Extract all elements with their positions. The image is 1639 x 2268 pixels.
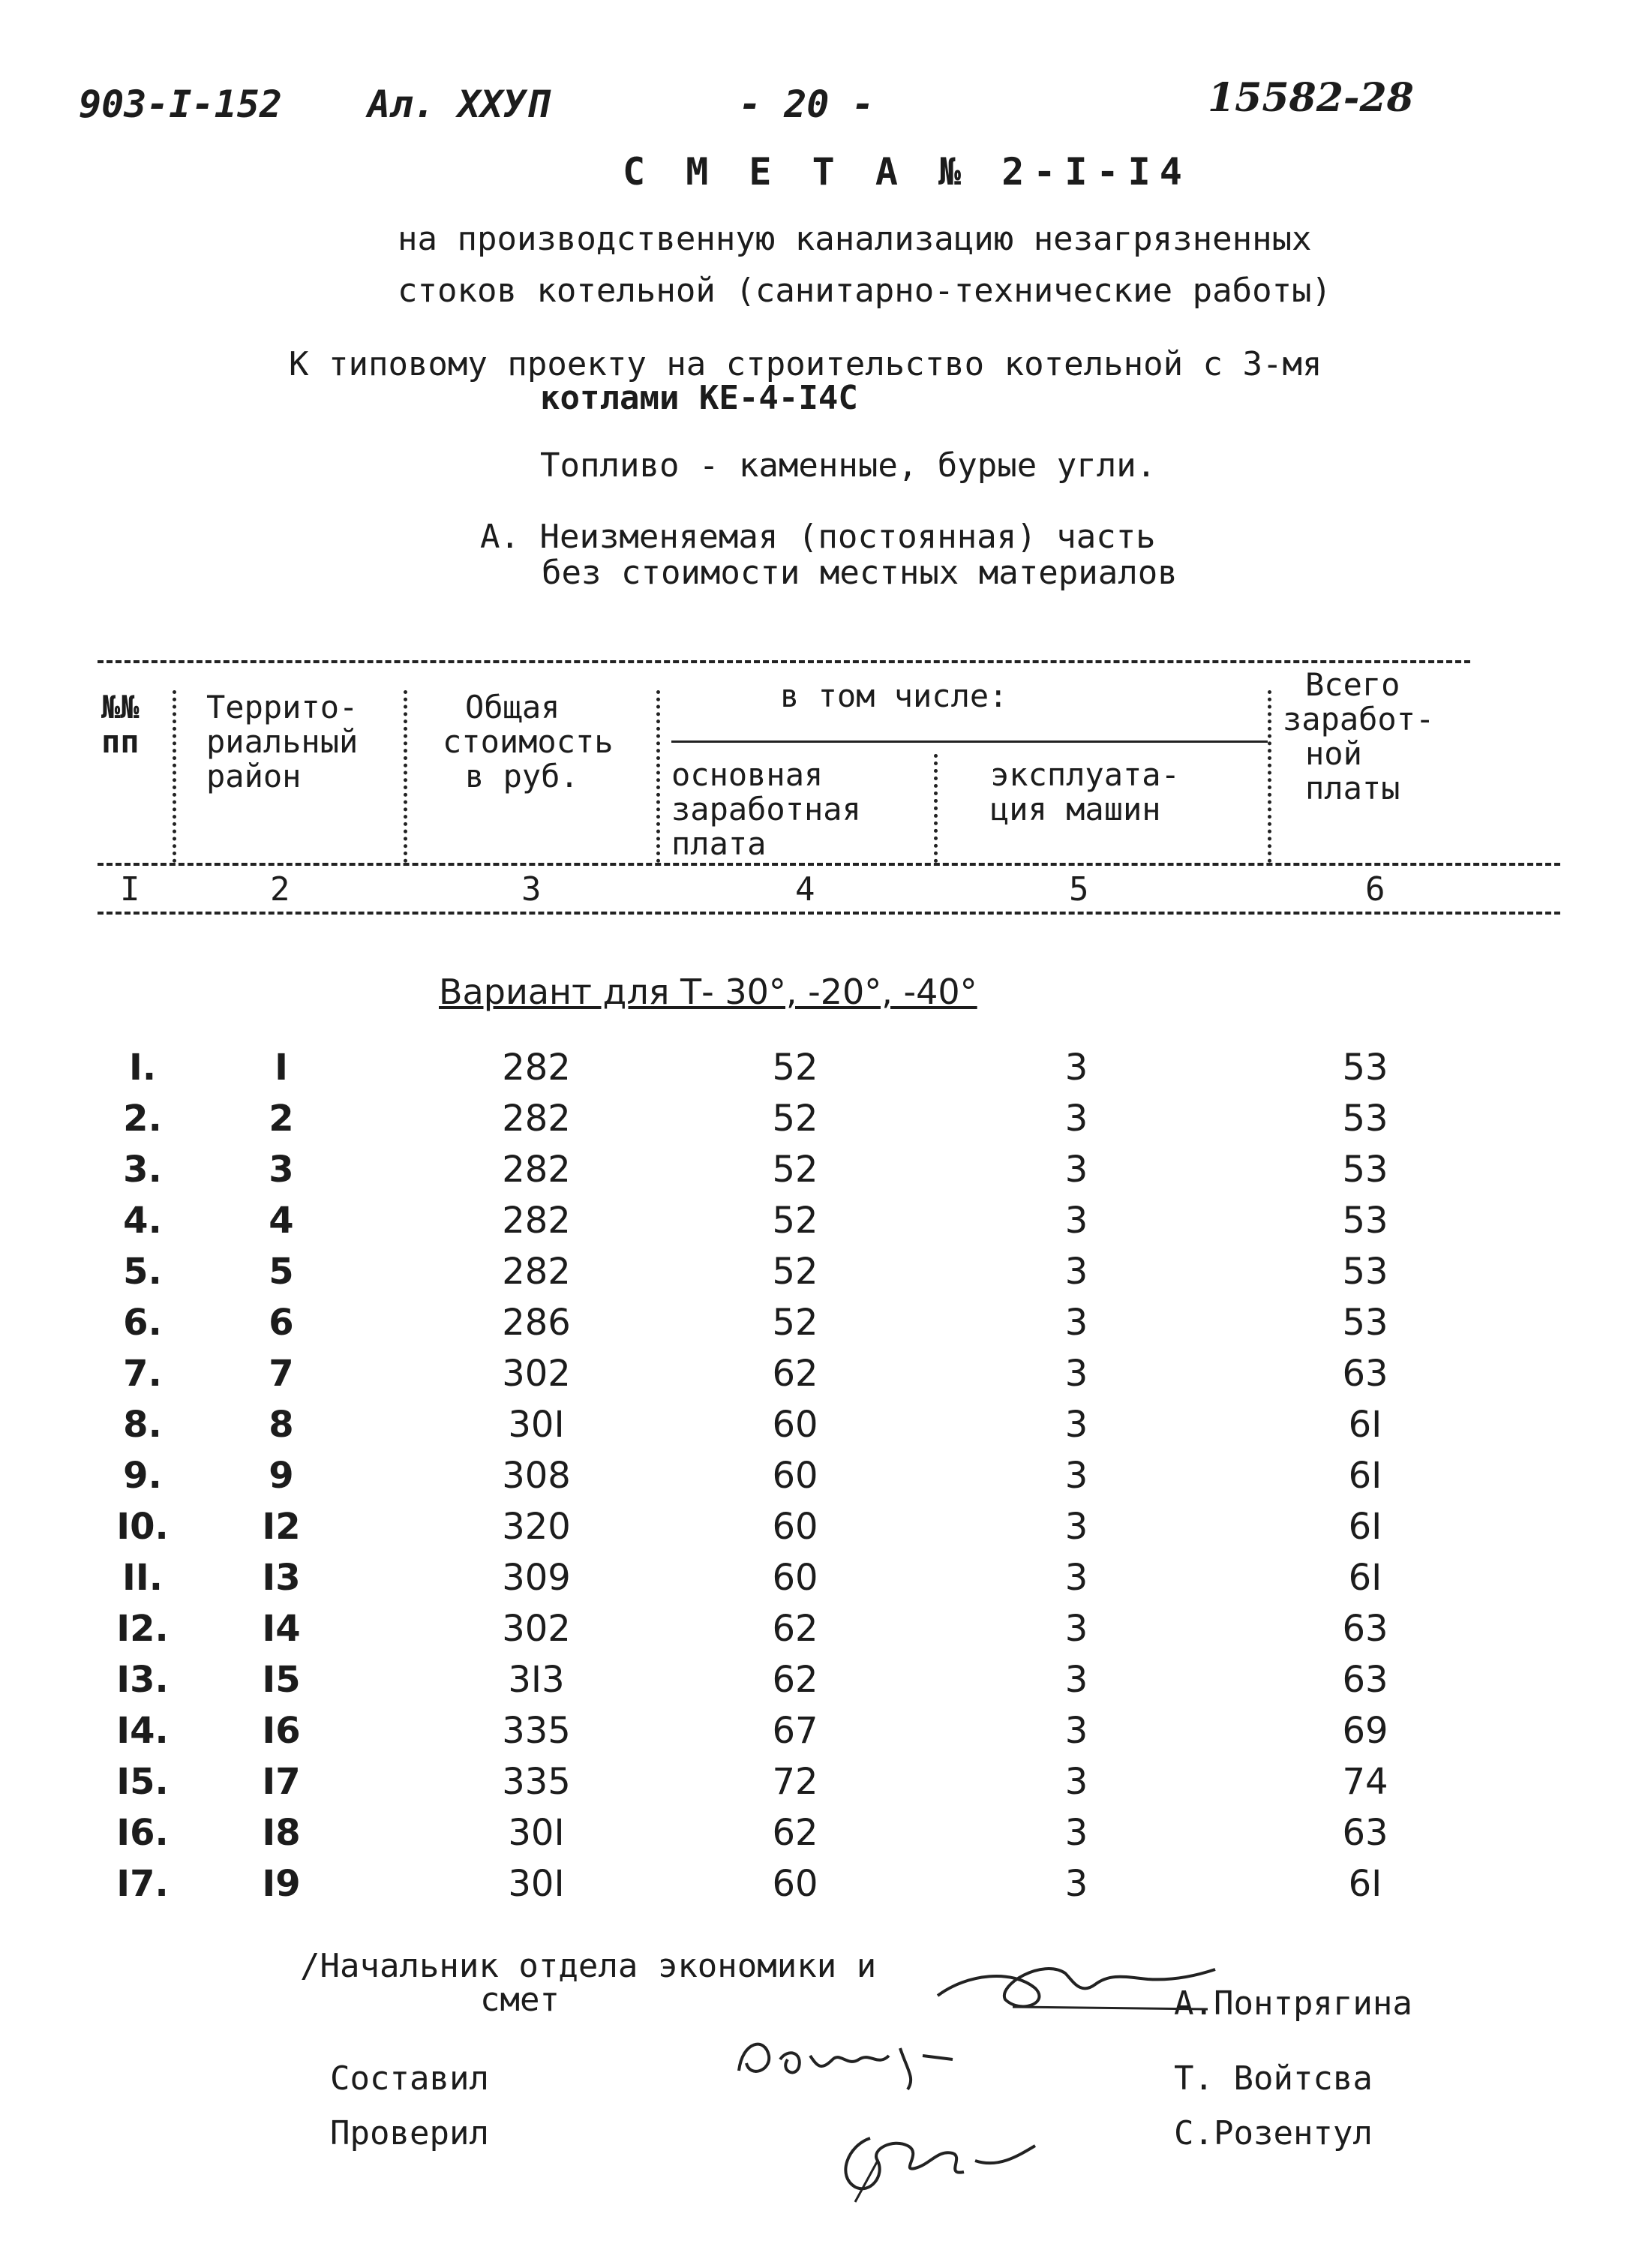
row-number: I7. <box>116 1863 169 1905</box>
header-including: в том числе: <box>780 677 1008 714</box>
row-district: I5 <box>262 1659 301 1701</box>
col-number-6: 6 <box>1365 870 1385 909</box>
row-total-cost: 282 <box>502 1098 571 1140</box>
row-basic-wages: 60 <box>772 1863 818 1905</box>
row-total-wages: 53 <box>1342 1302 1388 1344</box>
row-basic-wages: 60 <box>772 1404 818 1446</box>
row-machine-operation: 3 <box>1064 1047 1088 1089</box>
archive-number: 15582-28 <box>1208 75 1414 121</box>
col-number-3: 3 <box>521 870 542 909</box>
row-basic-wages: 67 <box>772 1710 818 1752</box>
row-total-wages: 6I <box>1348 1404 1382 1446</box>
row-number: I3. <box>116 1659 169 1701</box>
row-number: 8. <box>123 1404 162 1446</box>
col-separator-3 <box>656 690 660 863</box>
row-machine-operation: 3 <box>1064 1455 1088 1497</box>
row-district: 7 <box>269 1353 294 1395</box>
row-machine-operation: 3 <box>1064 1353 1088 1395</box>
row-basic-wages: 62 <box>772 1353 818 1395</box>
compiled-name: Т. Войтсва <box>1174 2059 1373 2098</box>
row-district: 8 <box>269 1404 294 1446</box>
header-bottom-border <box>98 863 1560 866</box>
row-number: 9. <box>123 1455 162 1497</box>
row-number: II. <box>122 1557 163 1599</box>
row-basic-wages: 60 <box>772 1557 818 1599</box>
row-total-cost: 320 <box>502 1506 571 1548</box>
row-machine-operation: 3 <box>1064 1404 1088 1446</box>
checked-signature <box>825 2108 1065 2206</box>
row-total-cost: 30I <box>508 1863 565 1905</box>
row-machine-operation: 3 <box>1064 1200 1088 1242</box>
row-number: 6. <box>123 1302 162 1344</box>
row-district: 6 <box>269 1302 294 1344</box>
head-title-line-1: /Начальник отдела экономики и <box>300 1947 877 1985</box>
row-total-cost: 282 <box>502 1149 571 1191</box>
row-number: I0. <box>116 1506 169 1548</box>
document-code: 903-I-152 <box>79 83 282 126</box>
row-total-wages: 63 <box>1342 1812 1388 1854</box>
row-number: 4. <box>123 1200 162 1242</box>
row-total-wages: 74 <box>1342 1761 1388 1803</box>
row-total-cost: 335 <box>502 1710 571 1752</box>
row-total-wages: 53 <box>1342 1200 1388 1242</box>
row-total-cost: 30I <box>508 1812 565 1854</box>
row-basic-wages: 52 <box>772 1149 818 1191</box>
row-basic-wages: 52 <box>772 1200 818 1242</box>
row-district: I <box>275 1047 288 1089</box>
row-number: 5. <box>123 1251 162 1293</box>
row-total-wages: 53 <box>1342 1047 1388 1089</box>
header-territorial-district: Террито- риальный район <box>206 689 359 795</box>
compiled-label: Составил <box>330 2059 489 2098</box>
row-total-wages: 6I <box>1348 1506 1382 1548</box>
row-basic-wages: 72 <box>772 1761 818 1803</box>
col-number-1: I <box>120 870 140 909</box>
row-total-cost: 302 <box>502 1353 571 1395</box>
row-basic-wages: 52 <box>772 1251 818 1293</box>
project-line-1: К типовому проекту на строительство котельной с 3-мя <box>289 345 1322 383</box>
row-basic-wages: 62 <box>772 1659 818 1701</box>
row-total-wages: 53 <box>1342 1251 1388 1293</box>
row-district: 3 <box>269 1149 294 1191</box>
row-basic-wages: 52 <box>772 1098 818 1140</box>
row-total-wages: 53 <box>1342 1149 1388 1191</box>
header-machine-operation: эксплуата- ция машин <box>990 756 1180 828</box>
row-district: 5 <box>269 1251 294 1293</box>
row-number: I2. <box>116 1608 169 1650</box>
col-separator-4 <box>934 754 938 863</box>
row-number: I6. <box>116 1812 169 1854</box>
row-machine-operation: 3 <box>1064 1608 1088 1650</box>
variant-caption: Вариант для Т- 30°, -20°, -40° <box>439 972 977 1012</box>
row-district: I3 <box>262 1557 301 1599</box>
row-district: 2 <box>269 1098 294 1140</box>
incl-divider-line <box>671 740 1268 743</box>
row-machine-operation: 3 <box>1064 1659 1088 1701</box>
row-total-cost: 3I3 <box>508 1659 565 1701</box>
row-total-wages: 69 <box>1342 1710 1388 1752</box>
header-total-cost: Общая стоимость в руб. <box>443 689 614 795</box>
row-district: 9 <box>269 1455 294 1497</box>
subtitle-line-1: на производственную канализацию незагрязненных <box>398 220 1312 258</box>
header-total-wages: Всего заработ- ной платы <box>1283 666 1435 807</box>
row-machine-operation: 3 <box>1064 1251 1088 1293</box>
row-basic-wages: 62 <box>772 1812 818 1854</box>
row-machine-operation: 3 <box>1064 1710 1088 1752</box>
row-total-cost: 282 <box>502 1200 571 1242</box>
row-machine-operation: 3 <box>1064 1506 1088 1548</box>
head-title-line-2: смет <box>480 1981 560 2019</box>
row-basic-wages: 52 <box>772 1302 818 1344</box>
row-machine-operation: 3 <box>1064 1302 1088 1344</box>
row-number: I5. <box>116 1761 169 1803</box>
row-basic-wages: 62 <box>772 1608 818 1650</box>
row-district: I8 <box>262 1812 301 1854</box>
row-district: 4 <box>269 1200 294 1242</box>
row-number: I4. <box>116 1710 169 1752</box>
row-machine-operation: 3 <box>1064 1812 1088 1854</box>
head-signature <box>923 1943 1223 2026</box>
row-total-cost: 282 <box>502 1047 571 1089</box>
row-total-wages: 53 <box>1342 1098 1388 1140</box>
col-number-4: 4 <box>795 870 815 909</box>
row-total-cost: 335 <box>502 1761 571 1803</box>
row-machine-operation: 3 <box>1064 1557 1088 1599</box>
row-total-wages: 6I <box>1348 1557 1382 1599</box>
row-total-wages: 63 <box>1342 1659 1388 1701</box>
row-number: I. <box>128 1047 157 1089</box>
row-district: I7 <box>262 1761 301 1803</box>
table-top-border <box>98 660 1470 663</box>
part-a-line-1: А. Неизменяемая (постоянная) часть <box>480 518 1156 556</box>
row-district: I4 <box>262 1608 301 1650</box>
subtitle-line-2: стоков котельной (санитарно-технические работы) <box>398 272 1332 310</box>
col-separator-1 <box>173 690 176 863</box>
row-basic-wages: 60 <box>772 1455 818 1497</box>
row-basic-wages: 60 <box>772 1506 818 1548</box>
row-total-cost: 308 <box>502 1455 571 1497</box>
estimate-title: С М Е Т А № 2-I-I4 <box>623 150 1191 194</box>
row-machine-operation: 3 <box>1064 1761 1088 1803</box>
row-total-cost: 282 <box>502 1251 571 1293</box>
row-total-wages: 63 <box>1342 1608 1388 1650</box>
row-district: I2 <box>262 1506 301 1548</box>
header-number: №№ пп <box>101 689 140 760</box>
row-district: I9 <box>262 1863 301 1905</box>
album-number: Ал. XXУП <box>368 83 548 126</box>
compiled-signature <box>728 2026 983 2093</box>
page-number: - 20 - <box>739 83 875 126</box>
col-separator-2 <box>404 690 407 863</box>
header-basic-wages: основная заработная плата <box>671 756 861 862</box>
row-number: 3. <box>123 1149 162 1191</box>
row-machine-operation: 3 <box>1064 1149 1088 1191</box>
row-total-wages: 6I <box>1348 1863 1382 1905</box>
row-total-wages: 6I <box>1348 1455 1382 1497</box>
row-basic-wages: 52 <box>772 1047 818 1089</box>
row-number: 7. <box>123 1353 162 1395</box>
head-name: А.Понтрягина <box>1174 1984 1412 2023</box>
col-number-2: 2 <box>270 870 290 909</box>
fuel-line: Топливо - каменные, бурые угли. <box>540 446 1157 485</box>
checked-name: С.Розентул <box>1174 2114 1373 2152</box>
checked-label: Проверил <box>330 2114 489 2152</box>
col-separator-5 <box>1268 690 1271 863</box>
row-total-cost: 30I <box>508 1404 565 1446</box>
column-numbers-border <box>98 912 1560 915</box>
col-number-5: 5 <box>1069 870 1089 909</box>
row-total-cost: 302 <box>502 1608 571 1650</box>
project-line-2: котлами КЕ-4-I4С <box>540 379 858 417</box>
row-machine-operation: 3 <box>1064 1098 1088 1140</box>
row-district: I6 <box>262 1710 301 1752</box>
part-a-line-2: без стоимости местных материалов <box>542 554 1178 592</box>
row-machine-operation: 3 <box>1064 1863 1088 1905</box>
row-total-cost: 309 <box>502 1557 571 1599</box>
row-number: 2. <box>123 1098 162 1140</box>
row-total-wages: 63 <box>1342 1353 1388 1395</box>
row-total-cost: 286 <box>502 1302 571 1344</box>
